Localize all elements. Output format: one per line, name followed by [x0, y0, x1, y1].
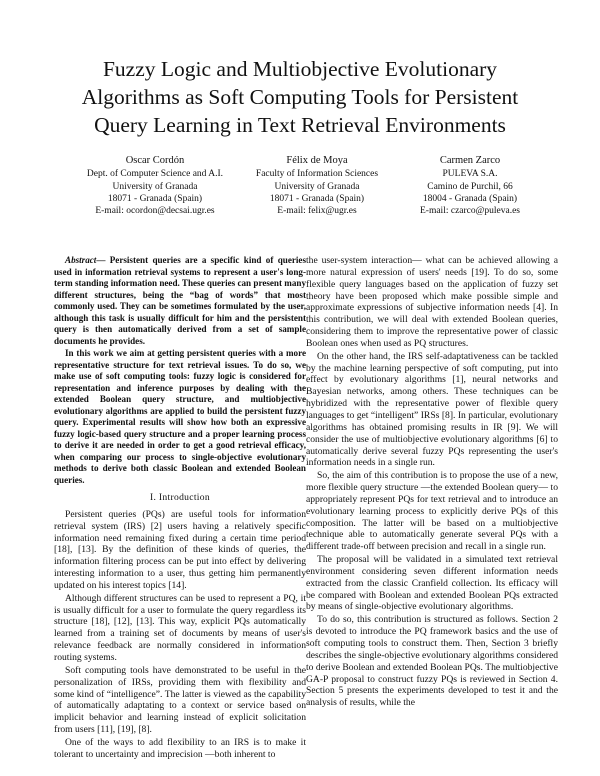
body-paragraph: The proposal will be validated in a simulated text retrieval environment considering seven different information needs extracted from the classic Cranfield collection. Its efficacy will be compared with Boolean and extended Boolean PQs extracted by means of single-objective evolutionary algorithms. [306, 554, 558, 613]
abstract-text: — Persistent queries are a specific kind of queries used in information retrieval systems to represent a user's long-term standing information need. These queries can present many different structures, being the “bag of words” that most commonly used. They can be sometimes formulated by the user, although this task is usually difficult for him and the persistent query is then automatically derived from a set of sample documents he provides. [54, 255, 307, 346]
author-address: 18071 - Granada (Spain) [107, 193, 203, 204]
body-paragraph: Persistent queries (PQs) are useful tools for information retrieval system (IRS) [2] users having a relatively specific information need remaining fixed during a certain time period [18], [13]. By the definition of these kinds of queries, the information filtering process can be put into effect by delivering interesting information to a user, thus getting him permanently updated on his interest topics [14]. [54, 508, 306, 591]
abstract-paragraph [54, 255, 306, 347]
author-affiliation: PULEVA S.A. [442, 169, 498, 180]
abstract [54, 255, 306, 486]
author-institution: University of Granada [274, 181, 360, 192]
author-email: E-mail: felix@ugr.es [277, 206, 357, 217]
body-paragraph: To do so, this contribution is structured as follows. Section 2 is devoted to introduce the PQ framework basics and the use of soft computing tools to construct them. Then, Section 3 briefly describes the single-objective evolutionary algorithms considered to derive Boolean and extended Boolean PQs. The multiobjective GA-P proposal to construct fuzzy PQs is reviewed in Section 4. Section 5 presents the experiments developed to test it and the analysis of results, while the [306, 614, 558, 709]
body-paragraph: the user-system interaction— what can be achieved allowing a more natural expression of users' needs [19]. To do so, some flexible query languages based on the application of fuzzy set theory have been proposed which make possible simple and approximate expressions of subjective information needs [4]. In this contribution, we will deal with extended Boolean queries, considering them to improve the representative power of classic Boolean ones when used as PQ structures. [306, 255, 558, 349]
author-name: Oscar Cordón [125, 155, 185, 166]
author-address: 18071 - Granada (Spain) [269, 193, 365, 204]
left-column [54, 255, 306, 762]
abstract-paragraph: In this work we aim at getting persistent queries with a more representative structure for text retrieval issues. To do so, we make use of soft computing tools: fuzzy logic is considered for representation and inference purposes by dealing with the extended Boolean query structure, and multiobjective evolutionary algorithms are applied to build the persistent fuzzy query. Experimental results will show how both an expressive fuzzy logic-based query structure and a proper learning process to derive it are needed in order to get a good retrieval efficacy, when comparing our process to single-objective evolutionary methods to derive both classic Boolean and extended Boolean queries. [54, 348, 306, 485]
right-column [306, 255, 558, 710]
abstract-label: Abstract [65, 255, 97, 265]
author-cordon [60, 155, 250, 217]
title-line: Fuzzy Logic and Multiobjective Evolutionary [102, 57, 498, 81]
author-name: Félix de Moya [286, 155, 348, 166]
body-paragraph: Although different structures can be used to represent a PQ, it is usually difficult for a user to formulate the query regardless its structure [18], [12], [13]. This way, explicit PQs automatically learned from a training set of documents by means of user's relevance feedback are normally considered in information routing systems. [54, 592, 306, 663]
body-paragraph: One of the ways to add flexibility to an IRS is to make it tolerant to uncertainty and imprecision —both inherent to [54, 736, 306, 760]
author-institution: University of Granada [112, 181, 198, 192]
author-affiliation: Dept. of Computer Science and A.I. [86, 169, 224, 180]
section-heading: I. Introduction [150, 492, 210, 503]
author-email: E-mail: czarco@puleva.es [419, 206, 520, 217]
author-email: E-mail: ocordon@decsai.ugr.es [95, 206, 215, 217]
title-line: Algorithms as Soft Computing Tools for Persistent [81, 85, 519, 109]
author-affiliation: Faculty of Information Sciences [255, 169, 379, 180]
author-de-moya [232, 155, 402, 217]
author-institution: Camino de Purchil, 66 [427, 181, 513, 192]
author-address: 18004 - Granada (Spain) [422, 193, 518, 204]
author-zarco [395, 155, 545, 217]
author-block [0, 155, 600, 225]
paper-title [30, 55, 570, 139]
body-paragraph: So, the aim of this contribution is to propose the use of a new, more flexible query structure —the extended Boolean query— to appropriately represent PQs for text retrieval and to introduce an evolutionary learning process to explicitly derive PQs of this composition. The latter will be based on a multiobjective technique able to automatically generate several PQs with a different trade-off between precision and recall in a single run. [306, 470, 558, 553]
title-line: Query Learning in Text Retrieval Environments [94, 113, 506, 137]
body-paragraph: Soft computing tools have demonstrated to be useful in the personalization of IRSs, providing them with flexibility and some kind of “intelligence”. The latter is viewed as the capability of automatically adaptating to a context or service based on implicit behavior and learning instead of explicit solicitation from users [11], [19], [8]. [54, 664, 306, 736]
author-name: Carmen Zarco [439, 155, 501, 166]
body-paragraph: On the other hand, the IRS self-adaptativeness can be tackled by the machine learning perspective of soft computing, put into effect by evolutionary algorithms [1], neural networks and Bayesian networks, among others. These techniques can be hybridized with the representative power of flexible query languages to get “intelligent” IRSs [8]. In particular, evolutionary algorithms has obtained promising results in IR [9]. We will consider the use of multiobjective evolutionary algorithms [6] to automatically derive several fuzzy PQs representing the user's information needs in a single run. [306, 350, 558, 469]
